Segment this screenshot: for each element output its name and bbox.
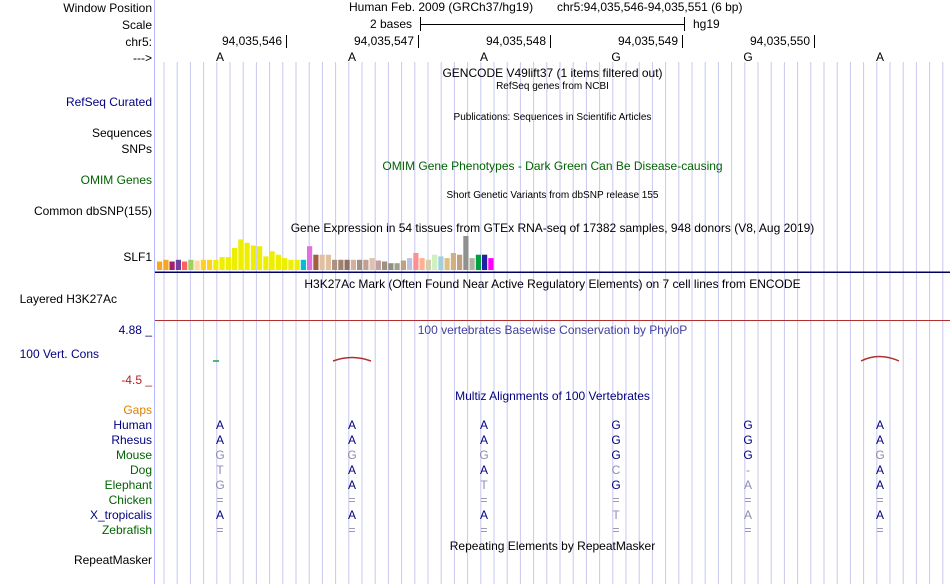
alignment-base: A — [347, 508, 356, 522]
gtex-tissue-bar — [382, 262, 387, 271]
alignment-base: = — [612, 523, 620, 537]
gtex-tissue-bar — [395, 263, 400, 270]
alignment-base: A — [875, 418, 884, 432]
species-label[interactable]: X_tropicalis — [89, 508, 152, 522]
gtex-tissue-bar — [213, 260, 218, 270]
alignment-base: G — [743, 448, 753, 462]
gtex-tissue-bar — [282, 258, 287, 270]
gencode-track-title[interactable]: GENCODE V49lift37 (1 items filtered out) — [442, 66, 663, 80]
alignment-base: = — [480, 493, 488, 507]
alignment-base: G — [875, 448, 885, 462]
reference-base: G — [611, 50, 621, 64]
position-title: chr5:94,035,546-94,035,551 (6 bp) — [557, 0, 743, 14]
alignment-base: - — [746, 463, 750, 477]
scale-bar-left-end — [420, 17, 421, 31]
alignment-base: A — [215, 508, 224, 522]
gaps-label[interactable]: Gaps — [123, 403, 152, 417]
gtex-tissue-bar — [457, 255, 462, 270]
gtex-tissue-bar — [320, 255, 325, 270]
gtex-tissue-bar — [182, 262, 187, 271]
alignment-base: A — [479, 463, 488, 477]
h3k27ac-baseline — [155, 320, 950, 321]
alignment-base: A — [743, 478, 752, 492]
alignment-base: = — [216, 523, 224, 537]
alignment-base: A — [875, 463, 884, 477]
alignment-base: G — [479, 448, 489, 462]
scale-db: hg19 — [693, 17, 720, 31]
sequences-label[interactable]: Sequences — [91, 126, 152, 140]
gtex-tissue-bar — [176, 260, 181, 270]
omim-genes-label[interactable]: OMIM Genes — [80, 173, 152, 187]
alignment-base: A — [347, 433, 356, 447]
gtex-tissue-bar — [220, 257, 225, 270]
refseq-track-title[interactable]: RefSeq genes from NCBI — [496, 81, 609, 92]
alignment-base: G — [743, 418, 753, 432]
gtex-tissue-bar — [463, 236, 468, 270]
alignment-base: G — [611, 418, 621, 432]
assembly-title: Human Feb. 2009 (GRCh37/hg19) — [349, 0, 534, 14]
repeatmasker-label[interactable]: RepeatMasker — [73, 553, 152, 567]
gtex-track-title[interactable]: Gene Expression in 54 tissues from GTEx RNA-seq of 17382 samples, 948 donors (V8, Aug 2019) — [290, 221, 815, 235]
multiz-track-title[interactable]: Multiz Alignments of 100 Vertebrates — [455, 389, 650, 403]
omim-track-title[interactable]: OMIM Gene Phenotypes - Dark Green Can Be Disease-causing — [382, 159, 723, 173]
alignment-base: A — [347, 478, 356, 492]
chrom-label[interactable]: chr5: — [125, 35, 152, 49]
alignment-base: A — [479, 433, 488, 447]
gtex-tissue-bar — [301, 260, 306, 270]
gtex-tissue-bar — [451, 253, 456, 270]
alignment-base: = — [480, 523, 488, 537]
reference-base: A — [479, 50, 488, 64]
gtex-tissue-bar — [313, 255, 318, 270]
scale-bar-right-end — [684, 17, 685, 31]
alignment-base: G — [215, 478, 225, 492]
alignment-base: T — [216, 463, 224, 477]
alignment-base: G — [611, 433, 621, 447]
ruler-tick — [682, 35, 683, 48]
gtex-tissue-bar — [276, 255, 281, 270]
gtex-tissue-bar — [251, 246, 256, 271]
strand-label[interactable]: ---> — [133, 51, 152, 65]
gtex-tissue-bar — [188, 260, 193, 270]
alignment-base: G — [215, 448, 225, 462]
species-label[interactable]: Dog — [129, 463, 152, 477]
repeatmasker-track-title[interactable]: Repeating Elements by RepeatMasker — [449, 539, 656, 553]
phylop-track-title[interactable]: 100 vertebrates Basewise Conservation by PhyloP — [417, 323, 688, 337]
gtex-tissue-bar — [351, 260, 356, 270]
gtex-tissue-bar — [426, 260, 431, 270]
scale-text: 2 bases — [370, 17, 413, 31]
gtex-tissue-bar — [326, 255, 331, 270]
snps-label[interactable]: SNPs — [121, 142, 152, 156]
gtex-tissue-bar — [238, 239, 243, 270]
alignment-base: = — [744, 523, 752, 537]
alignment-base: = — [348, 523, 356, 537]
vert-cons-label[interactable]: 100 Vert. Cons — [19, 347, 99, 361]
gtex-tissue-bar — [288, 260, 293, 270]
alignment-base: = — [612, 493, 620, 507]
reference-base: A — [215, 50, 224, 64]
phylop-negative-mark — [333, 358, 371, 362]
alignment-base: = — [876, 493, 884, 507]
gtex-tissue-bar — [245, 243, 250, 270]
phylop-max-label: 4.88 _ — [118, 323, 152, 337]
ruler-tick — [550, 35, 551, 48]
gtex-tissue-bar — [232, 248, 237, 270]
species-label[interactable]: Zebrafish — [101, 523, 152, 537]
gtex-tissue-bar — [413, 253, 418, 270]
slf1-label[interactable]: SLF1 — [123, 250, 152, 264]
phylop-min-label: -4.5 _ — [121, 373, 152, 387]
gtex-tissue-bar — [226, 257, 231, 270]
gtex-tissue-bar — [295, 260, 300, 270]
alignment-base: A — [479, 418, 488, 432]
gtex-tissue-bar — [170, 262, 175, 271]
common-dbsnp-label[interactable]: Common dbSNP(155) — [33, 204, 152, 218]
reference-base: G — [743, 50, 753, 64]
alignment-base: C — [611, 463, 621, 477]
ruler-tick — [286, 35, 287, 48]
gtex-tissue-bar — [482, 255, 487, 270]
alignment-base: G — [743, 433, 753, 447]
alignment-base: A — [347, 418, 356, 432]
alignment-base: A — [215, 418, 224, 432]
gtex-tissue-bar — [332, 260, 337, 270]
alignment-base: A — [215, 433, 224, 447]
gtex-tissue-bar — [407, 258, 412, 270]
ruler-position-label: 94,035,546 — [221, 34, 282, 48]
gtex-tissue-bar — [207, 260, 212, 270]
gtex-tissue-bar — [370, 258, 375, 270]
alignment-base: T — [612, 508, 620, 522]
dbsnp-track-title[interactable]: Short Genetic Variants from dbSNP release 155 — [446, 190, 659, 201]
gtex-tissue-bar — [363, 260, 368, 270]
gtex-tissue-bar — [438, 256, 443, 270]
track-data-area[interactable] — [155, 0, 950, 584]
alignment-base: A — [875, 478, 884, 492]
alignment-base: A — [479, 508, 488, 522]
gtex-tissue-bar — [388, 263, 393, 270]
phylop-negative-mark — [861, 357, 899, 362]
window-position-label[interactable]: Window Position — [63, 1, 152, 15]
alignment-base: T — [480, 478, 488, 492]
ruler-tick — [418, 35, 419, 48]
gtex-tissue-bar — [201, 260, 206, 270]
gtex-expression-chart[interactable] — [155, 232, 950, 274]
reference-base: A — [875, 50, 884, 64]
gtex-tissue-bar — [445, 258, 450, 270]
species-label[interactable]: Elephant — [104, 478, 152, 492]
gtex-tissue-bar — [476, 255, 481, 270]
gtex-tissue-bar — [401, 261, 406, 271]
gtex-tissue-bar — [357, 260, 362, 270]
gtex-tissue-bar — [263, 256, 268, 270]
ruler-tick — [814, 35, 815, 48]
gtex-tissue-bar — [470, 258, 475, 270]
alignment-base: G — [611, 448, 621, 462]
h3k27ac-track-title[interactable]: H3K27Ac Mark (Often Found Near Active Regulatory Elements) on 7 cell lines from ENCODE — [304, 277, 801, 291]
gtex-tissue-bar — [270, 251, 275, 270]
ruler-position-label: 94,035,549 — [617, 34, 678, 48]
gtex-tissue-bar — [307, 246, 312, 270]
gtex-tissue-bar — [157, 262, 162, 271]
ruler-position-label: 94,035,548 — [485, 34, 546, 48]
alignment-base: = — [876, 523, 884, 537]
gtex-tissue-bar — [338, 260, 343, 270]
alignment-base: A — [347, 463, 356, 477]
species-label[interactable]: Rhesus — [111, 433, 152, 447]
gtex-tissue-bar — [420, 258, 425, 270]
gtex-tissue-bar — [345, 260, 350, 270]
gtex-tissue-bar — [376, 261, 381, 271]
alignment-base: A — [743, 508, 752, 522]
alignment-base: A — [875, 433, 884, 447]
gtex-tissue-bar — [432, 255, 437, 270]
species-label[interactable]: Mouse — [115, 448, 152, 462]
phylop-conservation-plot[interactable] — [155, 350, 950, 364]
ruler-position-label: 94,035,547 — [353, 34, 414, 48]
ruler-position-label: 94,035,550 — [749, 34, 810, 48]
gtex-tissue-bar — [257, 246, 262, 270]
alignment-base: G — [611, 478, 621, 492]
track-label-column — [0, 0, 154, 584]
alignment-base: G — [347, 448, 357, 462]
alignment-base: = — [348, 493, 356, 507]
alignment-base: = — [744, 493, 752, 507]
gtex-tissue-bar — [488, 258, 493, 270]
gtex-tissue-bar — [195, 261, 200, 271]
reference-base: A — [347, 50, 356, 64]
species-label[interactable]: Human — [113, 418, 152, 432]
species-label[interactable]: Chicken — [108, 493, 152, 507]
alignment-base: = — [216, 493, 224, 507]
alignment-base: A — [875, 508, 884, 522]
publications-track-title[interactable]: Publications: Sequences in Scientific Articles — [453, 112, 652, 123]
refseq-curated-label[interactable]: RefSeq Curated — [65, 95, 152, 109]
scale-bar — [420, 24, 684, 25]
scale-label[interactable]: Scale — [121, 18, 152, 32]
gtex-tissue-bar — [163, 260, 168, 270]
layered-h3k27ac-label[interactable]: Layered H3K27Ac — [19, 292, 117, 306]
gtex-baseline — [155, 272, 950, 274]
